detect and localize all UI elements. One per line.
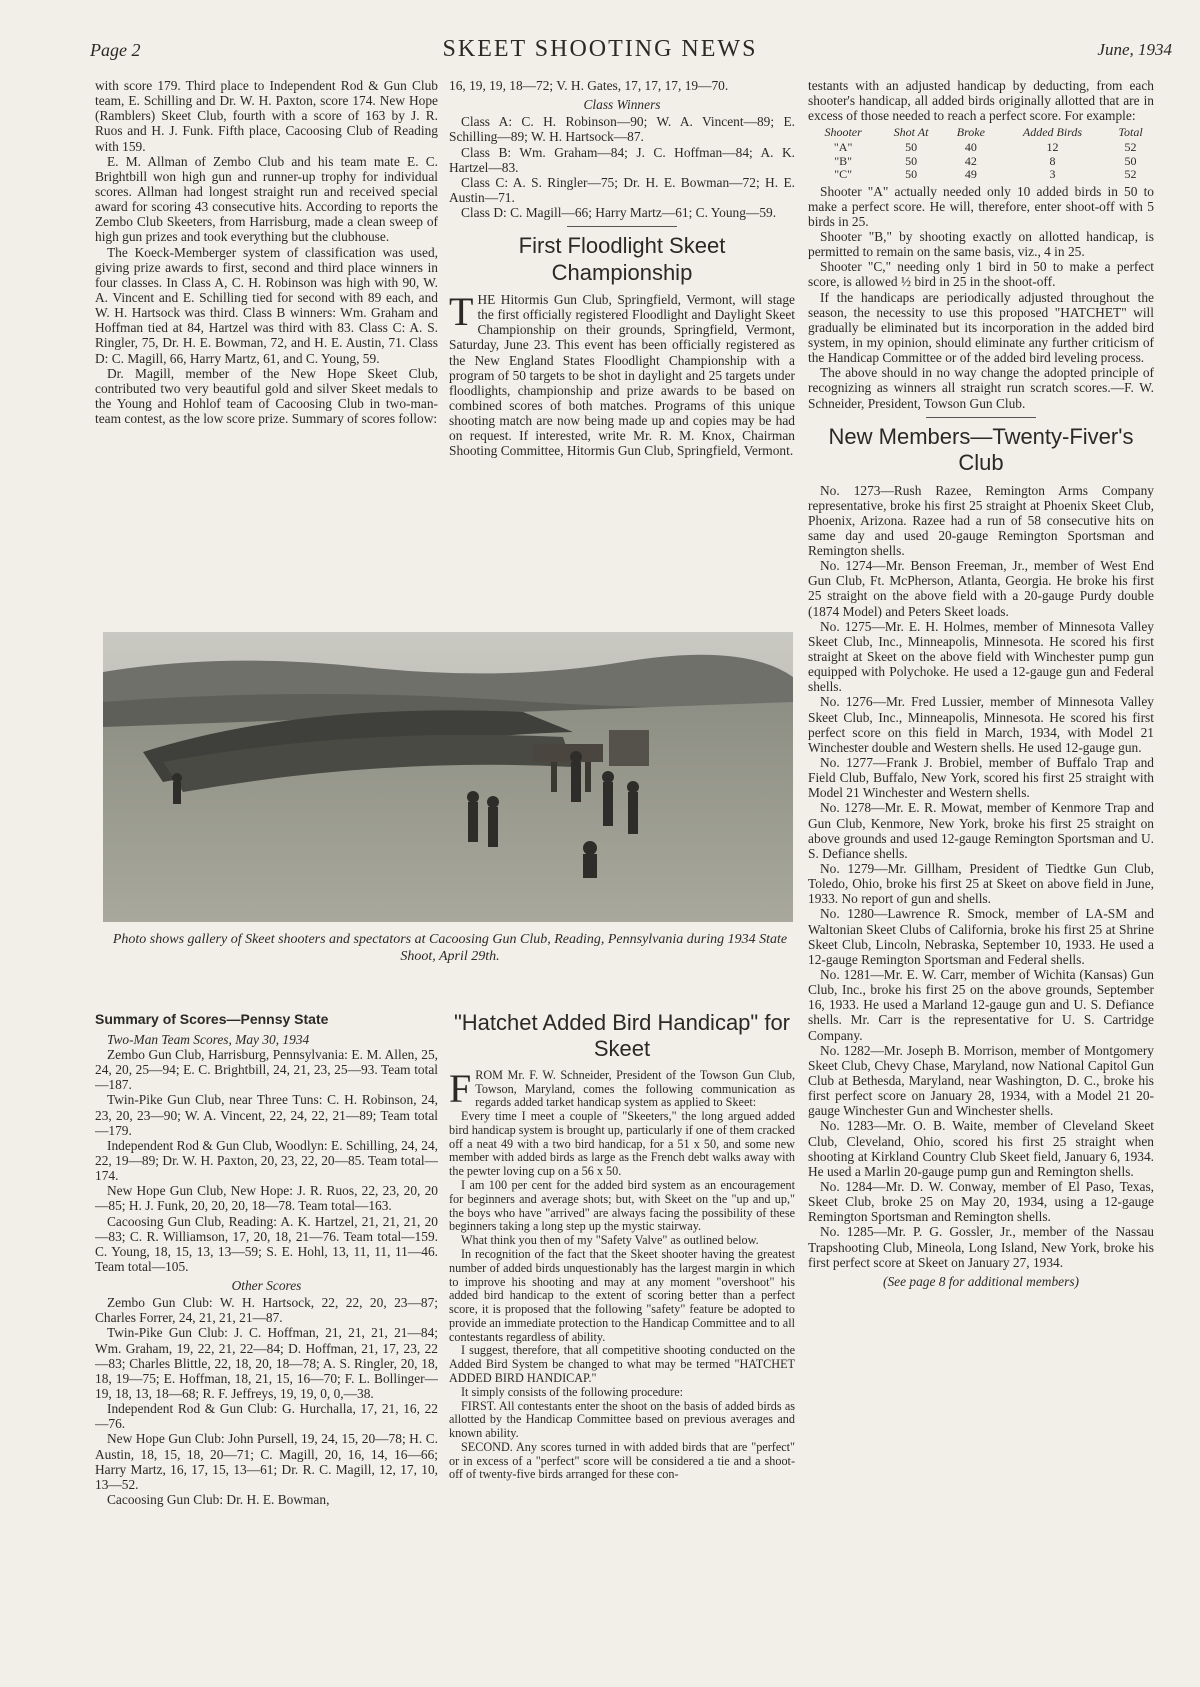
- table-cell: 8: [1049, 153, 1056, 168]
- photo-caption: Photo shows gallery of Skeet shooters and spectators at Cacoosing Gun Club, Reading, Pennsylvania during 1934 State Shoot, April 29th.: [112, 932, 788, 964]
- table-cell: "B": [834, 153, 853, 168]
- column-2-top: [449, 78, 795, 459]
- class-winner-line: Class A: C. H. Robinson—90; W. A. Vincent—89; E. Schilling—89; W. H. Hartsock—87.: [449, 114, 795, 145]
- table-cell: 50: [905, 167, 918, 182]
- score-entry: Zembo Gun Club: W. H. Hartsock, 22, 22, 20, 23—87; Charles Forrer, 24, 21, 21, 21—87.: [95, 1295, 438, 1326]
- paragraph: ROM Mr. F. W. Schneider, President of the Towson Gun Club, Towson, Maryland, comes the following communication as regards added tarket handicap system as applied to Skeet:: [475, 1067, 795, 1110]
- member-entry: No. 1274—Mr. Benson Freeman, Jr., member of West End Gun Club, Ft. McPherson, Atlanta, Georgia. He broke his first 25 straight on the above field with a 20-gauge Purdy double (1874 Model) and Peters Skeet loads.: [808, 558, 1154, 619]
- table-cell: 40: [964, 139, 977, 154]
- floodlight-headline: First Floodlight Skeet Championship: [518, 233, 726, 285]
- member-entry: No. 1284—Mr. D. W. Conway, member of El Paso, Texas, Skeet Club, broke 25 on May 20, 1934, using a 12-gauge Remington Sportsman and Remington shells.: [808, 1178, 1154, 1225]
- score-entry: Twin-Pike Gun Club, near Three Tuns: C. H. Robinson, 24, 23, 20, 23—90; W. A. Vincent, 22, 24, 22, 21—89; Team total—179.: [95, 1092, 438, 1138]
- publication-title: SKEET SHOOTING NEWS: [442, 36, 758, 62]
- paragraph: Shooter "C," needing only 1 bird in 50 to make a perfect score, is allowed ½ bird in 25 in the shoot-off.: [808, 259, 1154, 290]
- table-cell: 42: [964, 153, 977, 168]
- table-header: Total: [1118, 125, 1143, 140]
- table-header: Added Birds: [1022, 125, 1083, 140]
- paragraph: testants with an adjusted handicap by deducting, from each shooter's handicap, all added birds originally allotted that are in excess of those needed to reach a perfect score. For example:: [808, 78, 1154, 124]
- class-winner-line: Class D: C. Magill—66; Harry Martz—61; C. Young—59.: [461, 205, 777, 221]
- column-3: [808, 78, 1154, 1668]
- score-entry: New Hope Gun Club, New Hope: J. R. Ruos, 22, 23, 20, 20—85; H. J. Funk, 20, 20, 20, 18—78. Team total—163.: [95, 1183, 438, 1214]
- divider: [567, 226, 677, 227]
- member-entry: No. 1282—Mr. Joseph B. Morrison, member of Montgomery Skeet Club, Chevy Chase, Maryland, now National Capitol Gun Club at Bethesda, Maryland, near Washington, D. C., broke his first perfect score on January 28, 1934, with a Model 21 20-gauge Winchester Gun and Winchester shells.: [808, 1042, 1154, 1119]
- table-header: Shot At: [893, 125, 929, 140]
- continuation-note: (See page 8 for additional members): [883, 1273, 1079, 1289]
- drop-cap: F: [449, 1065, 472, 1111]
- member-entry: No. 1276—Mr. Fred Lussier, member of Minnesota Valley Skeet Club, Inc., Minneapolis, Minnesota. He scored his first perfect score on this field in March, 1934, with Model 21 Winchester double and Western shells. He used 12-gauge gun.: [808, 694, 1154, 755]
- paragraph: If the handicaps are periodically adjusted throughout the season, the necessity to use this proposed "HATCHET" will gradually be eliminated but its incorporation in the added bird system, in my opinion, should eliminate any further criticism of the Handicap Committee or of the added bird leveling process.: [808, 289, 1154, 366]
- class-winners-heading: Class Winners: [583, 97, 661, 113]
- member-entry: No. 1275—Mr. E. H. Holmes, member of Minnesota Valley Skeet Club, Inc., Minneapolis, Minnesota. He scored his first straight at Skeet on the above field with Winchester pump gun equipped with Polychoke. He used a 12-gauge gun and Federal shells.: [808, 618, 1154, 695]
- paragraph: What think you then of my "Safety Valve" as outlined below.: [461, 1233, 759, 1248]
- table-cell: "A": [833, 139, 853, 154]
- paragraph: In recognition of the fact that the Skeet shooter having the greatest number of added birds unquestionably has the largest margin in which to improve his shooting and may at any moment "overshoot" his added bird handicap to the extent of scoring better than a perfect score, it is proposed that the following "safety" feature be adopted to provide an immediate protection to the Handicap Committee and to all contestants regardless of ability.: [449, 1246, 795, 1344]
- column-1-bottom: [95, 1012, 438, 1672]
- member-entry: No. 1278—Mr. E. R. Mowat, member of Kenmore Trap and Gun Club, Kenmore, New York, broke his first 25 straight on above grounds and used 12-gauge Remington Sportsman and U. S. Defiance shells.: [808, 800, 1154, 861]
- page-header: [0, 32, 1200, 72]
- table-row: [808, 168, 1154, 182]
- paragraph: Shooter "A" actually needed only 10 added birds in 50 to make a perfect score. He will, therefore, enter shoot-off with 5 birds in 25.: [808, 183, 1154, 229]
- page-number: Page 2: [90, 40, 141, 60]
- paragraph: I suggest, therefore, that all competitive shooting conducted on the Added Bird System be changed to what may be termed "HATCHET ADDED BIRD HANDICAP.": [449, 1343, 795, 1385]
- paragraph: Dr. Magill, member of the New Hope Skeet Club, contributed two very beautiful gold and silver Skeet medals to the Young and Hohlof team of Cacoosing Club in two-man-team contest, as the low score prize. Summary of scores follow:: [95, 365, 438, 427]
- other-scores-heading: Other Scores: [231, 1278, 302, 1294]
- new-members-headline: New Members—Twenty-Fiver's Club: [828, 423, 1134, 476]
- score-entry: Independent Rod & Gun Club, Woodlyn: E. Schilling, 24, 24, 22, 19—89; Dr. W. H. Paxton, 20, 23, 22, 20—85. Team total—174.: [95, 1137, 438, 1184]
- floodlight-body: HE Hitormis Gun Club, Springfield, Vermont, will stage the first officially registered Floodlight and Daylight Skeet Championship on their grounds, Springfield, Vermont, Saturday, June 23. This event has been officially registered as the New England States Floodlight Championship with a program of 50 targets to be shot in daylight and 25 targets under floodlights, championship and prize awards to be based on combined scores of both matches. Programs of this unique shooting match are now being made up and copies may be had on request. If interested, write Mr. R. M. Knox, Chairman Shooting Committee, Hitormis Gun Club, Springfield, Vermont.: [449, 292, 795, 459]
- paragraph: It simply consists of the following procedure:: [461, 1384, 684, 1399]
- column-2-bottom: [449, 1010, 795, 1675]
- member-entry: No. 1285—Mr. P. G. Gossler, Jr., member of the Nassau Trapshooting Club, Mineola, Long Island, New York, broke his first perfect score at Skeet on January 27, 1934.: [808, 1224, 1154, 1270]
- table-cell: 49: [964, 167, 977, 182]
- table-cell: "C": [834, 167, 853, 182]
- table-cell: 3: [1049, 167, 1056, 182]
- divider: [926, 417, 1036, 418]
- member-entry: No. 1279—Mr. Gillham, President of Tiedtke Gun Club, Toledo, Ohio, broke his first 25 at Skeet on above field in June, 1933. No report of gun and shells.: [808, 861, 1154, 907]
- member-entry: No. 1280—Lawrence R. Smock, member of LA-SM and Waltonian Skeet Clubs of California, broke his first 25 at Shrine Skeet Club, Lincoln, Nebraska, September 10, 1933. He used a 12-gauge Remington Sportsman and Federal shells.: [808, 906, 1154, 967]
- table-cell: 50: [1124, 153, 1137, 168]
- table-row: [808, 155, 1154, 169]
- paragraph: SECOND. Any scores turned in with added birds that are "perfect" or in excess of a "perfect" score will be considered a tie and a shoot-off of twenty-five birds arranged for these con-: [449, 1439, 795, 1482]
- drop-cap: T: [449, 289, 474, 335]
- paragraph: Every time I meet a couple of "Skeeters," the long argued added bird handicap system is brought up, particularly if one of them cracked off a neat 49 with a two bird handicap, for a 51 x 50, and some new member with added birds as large as the French debt walks away with the pewter loving cup on a 56 x 50.: [449, 1109, 795, 1179]
- table-cell: 52: [1124, 167, 1137, 182]
- issue-date: June, 1934: [1097, 40, 1172, 59]
- member-entry: No. 1273—Rush Razee, Remington Arms Company representative, broke his first 25 straight at Phoenix Skeet Club, Phoenix, Arizona. Razee had a run of 58 consecutive hits on same day and used 20-gauge Remington Sportsman and Remington shells.: [808, 482, 1154, 559]
- class-winner-line: Class B: Wm. Graham—84; J. C. Hoffman—84; A. K. Hartzel—83.: [449, 144, 795, 175]
- score-entry: Zembo Gun Club, Harrisburg, Pennsylvania: E. M. Allen, 25, 24, 20, 25—94; E. C. Brightbill, 24, 21, 23, 25—93. Team total—187.: [95, 1046, 438, 1093]
- gallery-photo: [103, 632, 793, 922]
- handicap-example-table: [808, 125, 1154, 181]
- paragraph: Shooter "B," by shooting exactly on allotted handicap, is permitted to remain on the same basis, viz., 4 in 25.: [808, 229, 1154, 260]
- paragraph: with score 179. Third place to Independent Rod & Gun Club team, E. Schilling and Dr. W. H. Paxton, score 174. New Hope (Ramblers) Skeet Club, fourth with a score of 163 by J. R. Ruos and H. J. Funk. Fifth place, Cacoosing Club of Reading with 159.: [95, 78, 438, 154]
- photo-illustration: [103, 632, 793, 922]
- score-entry: Independent Rod & Gun Club: G. Hurchalla, 17, 21, 16, 22—76.: [95, 1401, 438, 1432]
- summary-headline: Summary of Scores—Pennsy State: [95, 1012, 329, 1027]
- score-entry: Twin-Pike Gun Club: J. C. Hoffman, 21, 21, 21, 21—84; Wm. Graham, 19, 22, 21, 22—84; D. Hoffman, 21, 17, 23, 22—83; Charles Blittle, 22, 18, 20, 18—78; A. S. Ringler, 20, 18, 18, 19—75; E. Hoffman, 18, 21, 15, 16—70; F. L. Bollinger—19, 18, 13, 18—68; R. F. Jeffreys, 19, 19, 0, 0,—38.: [95, 1325, 438, 1402]
- paragraph: FIRST. All contestants enter the shoot on the basis of added birds as allotted by the Handicap Committee based on previous averages and known ability.: [449, 1398, 795, 1441]
- table-cell: 52: [1124, 139, 1137, 154]
- table-header: Broke: [956, 125, 985, 140]
- table-cell: 12: [1046, 139, 1059, 154]
- paragraph: The Koeck-Memberger system of classification was used, giving prize awards to first, second and third place winners in four classes. In Class A, C. H. Robinson was high with 90, W. A. Vincent and E. Schilling tied for second with 89 each, and W. H. Hartsock was third. Class B winners: Wm. Graham and Hoffman tied at 84, Hartzel was third with 83. Class C: A. S. Ringler, 75, Dr. H. E. Bowman, 72, and H. E. Austin, 71. Class D: C. Magill, 66, Harry Martz, 61, and C. Young, 59.: [95, 244, 438, 366]
- paragraph: I am 100 per cent for the added bird system as an encouragement for beginners and average shots; but, with Skeet on the "up and up," the boys who have "arrived" are always facing the possibility of these beginners taking a long step up the mystic stairway.: [449, 1178, 795, 1234]
- column-1-top: [95, 78, 438, 426]
- member-entry: No. 1283—Mr. O. B. Waite, member of Cleveland Skeet Club, Cleveland, Ohio, scored his first 25 straight when shooting at Kirkland Country Club Skeet field, January 6, 1934. He used a Marlin 20-gauge pump gun and Remington shells.: [808, 1118, 1154, 1179]
- table-header: Shooter: [824, 125, 862, 140]
- paragraph: The above should in no way change the adopted principle of recognizing as winners all straight run scratch scores.—F. W. Schneider, President, Towson Gun Club.: [808, 365, 1154, 411]
- score-entry: Cacoosing Gun Club: Dr. H. E. Bowman,: [107, 1492, 330, 1508]
- score-entry: New Hope Gun Club: John Pursell, 19, 24, 15, 20—78; H. C. Austin, 18, 15, 18, 20—71; C. Magill, 20, 16, 14, 16—66; Harry Martz, 16, 17, 15, 13—61; Dr. R. C. Magill, 12, 17, 10, 13—52.: [95, 1431, 438, 1492]
- summary-subtitle: Two-Man Team Scores, May 30, 1934: [107, 1031, 310, 1047]
- paragraph: 16, 19, 19, 18—72; V. H. Gates, 17, 17, 17, 19—70.: [449, 78, 729, 93]
- table-cell: 50: [905, 139, 918, 154]
- table-cell: 50: [905, 153, 918, 168]
- table-row: [808, 141, 1154, 155]
- class-winner-line: Class C: A. S. Ringler—75; Dr. H. E. Bowman—72; H. E. Austin—71.: [449, 174, 795, 205]
- member-entry: No. 1277—Frank J. Brobiel, member of Buffalo Trap and Field Club, Buffalo, New York, scored his first 25 straight with Model 21 Winchester and Western shells.: [808, 755, 1154, 801]
- hatchet-headline: "Hatchet Added Bird Handicap" for Skeet: [453, 1010, 791, 1062]
- paragraph: E. M. Allman of Zembo Club and his team mate E. C. Brightbill won high gun and runner-up trophy for individual scores. Allman had longest straight run and received special award for scoring 43 consecutive hits. According to reports the Zembo Club Skeeters, from Harrisburg, made a clean sweep of high gun prizes and took everything but the clubhouse.: [95, 153, 438, 245]
- score-entry: Cacoosing Gun Club, Reading: A. K. Hartzel, 21, 21, 21, 20—83; C. R. Williamson, 17, 20, 18, 21—76. Team total—159. C. Young, 18, 15, 13, 13—59; S. E. Hohl, 13, 11, 11, 11—46. Team total—105.: [95, 1213, 438, 1274]
- member-entry: No. 1281—Mr. E. W. Carr, member of Wichita (Kansas) Gun Club, Inc., broke his first 25 on the above grounds, September 16, 1933. He used a Marland 12-gauge gun and U. S. Defiance shells. Mr. Carr is the representative for U. S. Cartridge Company.: [808, 967, 1154, 1043]
